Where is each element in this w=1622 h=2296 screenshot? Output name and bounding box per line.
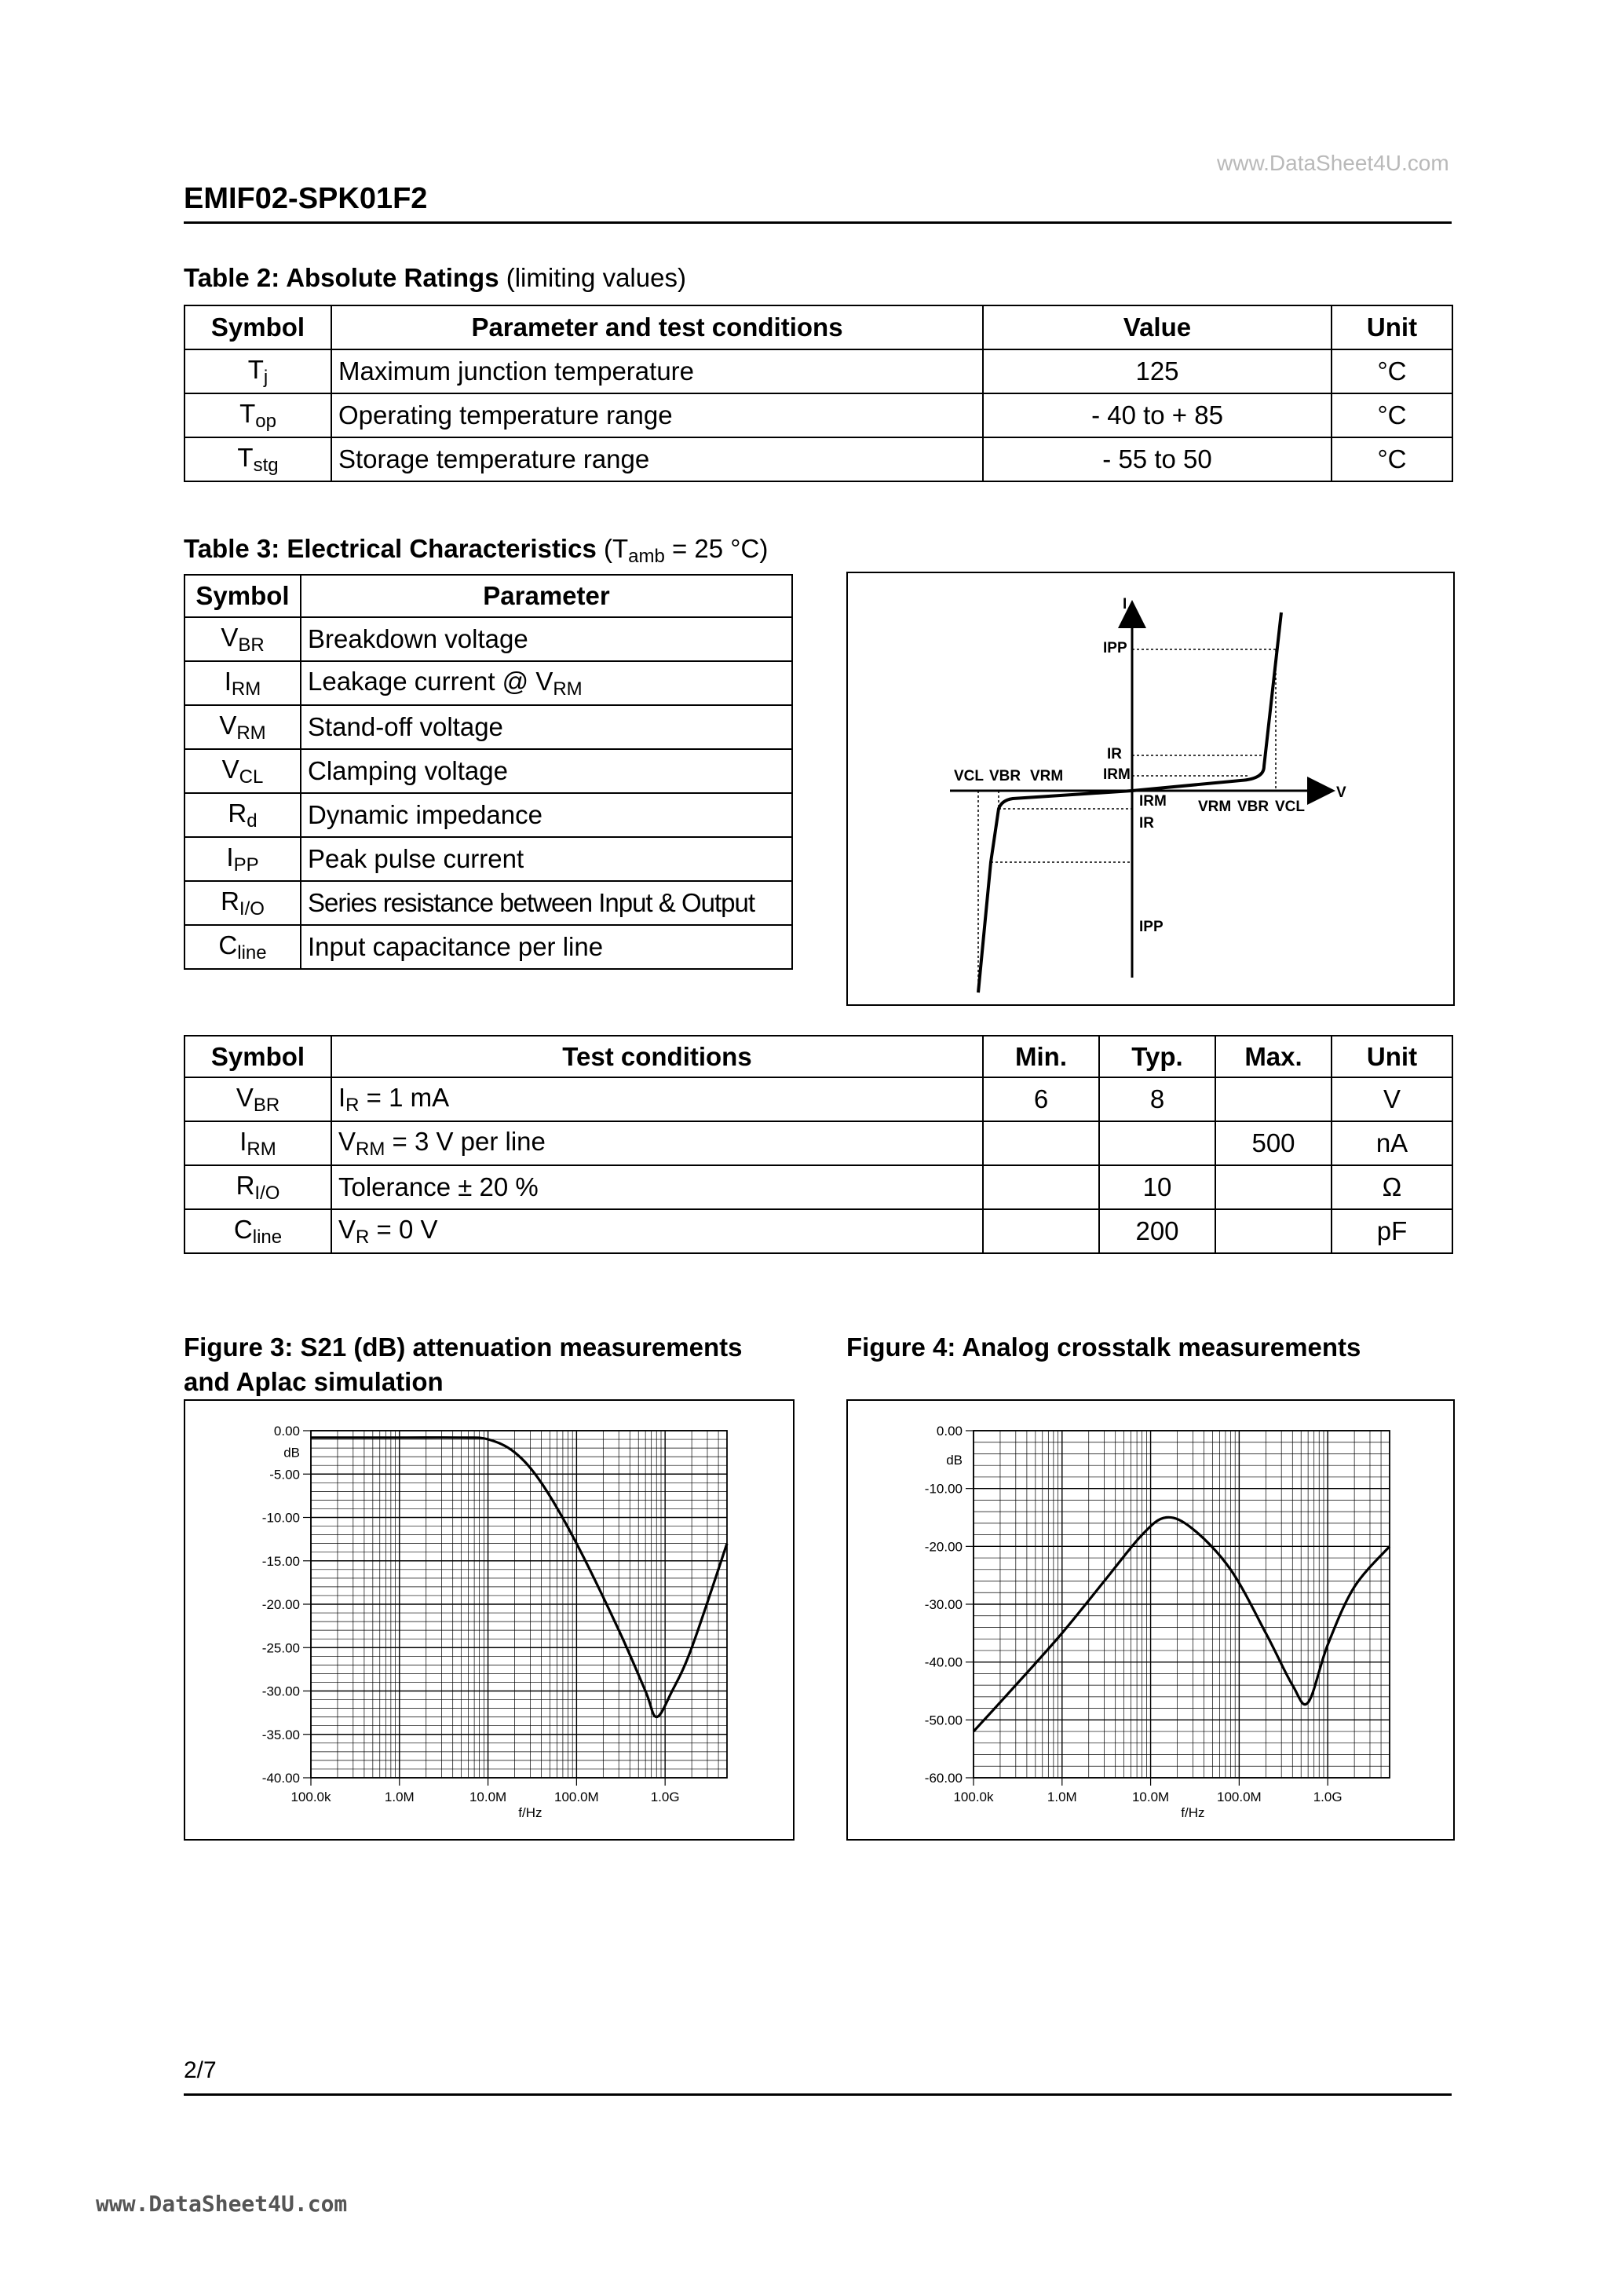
symbol-cell: $R_d$ (184, 793, 301, 837)
y-tick-label: -60.00 (924, 1771, 963, 1786)
parameter-cell: Peak pulse current (301, 837, 792, 881)
crosstalk-chart (848, 1401, 1453, 1839)
table-row (184, 617, 792, 661)
symbol-cell: $R_{I/O}$ (184, 881, 301, 925)
unit-cell: °C (1332, 349, 1452, 393)
figure3-caption (184, 1330, 796, 1399)
header-min: Min. (983, 1036, 1099, 1077)
min-cell (983, 1209, 1099, 1253)
value-cell: 125 (983, 349, 1332, 393)
condition-cell: $V_R = 0$ V (331, 1209, 983, 1253)
max-cell (1215, 1165, 1332, 1209)
table-row (184, 1077, 1452, 1121)
header-value: Value (983, 305, 1332, 349)
x-tick-label: 1.0M (1047, 1790, 1077, 1804)
table-row (184, 393, 1452, 437)
footer-rule (184, 2093, 1452, 2096)
header-symbol: Symbol (184, 575, 301, 617)
symbol-cell: $R_{I/O}$ (184, 1165, 331, 1209)
iv-diagram-svg (848, 573, 1453, 1004)
x-tick-label: 1.0M (384, 1790, 415, 1804)
symbol-cell: $T_{stg}$ (184, 437, 331, 481)
x-tick-label: 10.0M (1131, 1790, 1170, 1804)
unit-cell: Ω (1332, 1165, 1452, 1209)
vcl-right-label: VCL (1275, 799, 1305, 815)
ir-bottom-label: IR (1139, 815, 1154, 832)
symbol-cell: $V_{BR}$ (184, 1077, 331, 1121)
electrical-characteristics-table (184, 574, 793, 970)
ipp-bottom-label: IPP (1139, 919, 1164, 935)
max-cell (1215, 1209, 1332, 1253)
parameter-cell: Maximum junction temperature (331, 349, 983, 393)
vbr-right-label: VBR (1237, 799, 1269, 815)
y-tick-label: -50.00 (924, 1713, 963, 1728)
y-tick-label: 0.00 (936, 1424, 963, 1439)
table-header-row (184, 1036, 1452, 1077)
symbol-cell: $C_{line}$ (184, 1209, 331, 1253)
i-axis-label: I (1123, 596, 1127, 612)
table-row (184, 705, 792, 749)
y-tick-label: -5.00 (269, 1467, 300, 1483)
min-cell (983, 1165, 1099, 1209)
vrm-right-label: VRM (1198, 799, 1232, 815)
y-tick-label: 0.00 (273, 1424, 300, 1439)
x-tick-label: 100.0M (1217, 1790, 1262, 1804)
s21-attenuation-chart (185, 1401, 793, 1839)
y-tick-label: -25.00 (261, 1640, 300, 1656)
parameter-cell: Leakage current @ $V_{RM}$ (301, 661, 792, 705)
parameter-cell: Stand-off voltage (301, 705, 792, 749)
table-row (184, 1209, 1452, 1253)
page-number: 2/7 (184, 2057, 217, 2083)
header-test-conditions: Test conditions (331, 1036, 983, 1077)
table-row (184, 437, 1452, 481)
symbol-cell: $C_{line}$ (184, 925, 301, 969)
y-tick-label: -15.00 (261, 1553, 300, 1569)
header-unit: Unit (1332, 1036, 1452, 1077)
parameter-cell: Breakdown voltage (301, 617, 792, 661)
x-axis-label: f/Hz (1181, 1805, 1205, 1820)
table3-caption: Table 3: Electrical Characteristics ($T_{amb} = 25$ °C) (184, 534, 769, 567)
parameter-cell: Clamping voltage (301, 749, 792, 793)
y-tick-label: -30.00 (924, 1597, 963, 1612)
symbol-cell: $T_{op}$ (184, 393, 331, 437)
parameter-cell: Operating temperature range (331, 393, 983, 437)
typ-cell: 200 (1099, 1209, 1215, 1253)
x-tick-label: 100.0M (554, 1790, 599, 1804)
table2-caption: Table 2: Absolute Ratings (limiting values) (184, 263, 686, 292)
v-axis-label: V (1336, 784, 1346, 801)
symbol-cell: $T_j$ (184, 349, 331, 393)
symbol-cell: $V_{BR}$ (184, 617, 301, 661)
header-rule (184, 221, 1452, 224)
y-tick-label: -40.00 (261, 1771, 300, 1786)
condition-cell: $V_{RM} = 3$ V per line (331, 1121, 983, 1165)
y-tick-label: -20.00 (924, 1539, 963, 1555)
parameter-cell: Storage temperature range (331, 437, 983, 481)
table-row (184, 1165, 1452, 1209)
watermark-bottom: www.DataSheet4U.com (96, 2191, 348, 2217)
value-cell: - 55 to 50 (983, 437, 1332, 481)
table-header-row (184, 575, 792, 617)
parameter-cell: Dynamic impedance (301, 793, 792, 837)
unit-cell: °C (1332, 393, 1452, 437)
y-tick-label: -20.00 (261, 1597, 300, 1612)
header-unit: Unit (1332, 305, 1452, 349)
table-header-row (184, 305, 1452, 349)
condition-cell: Tolerance ± 20 % (331, 1165, 983, 1209)
typ-cell: 8 (1099, 1077, 1215, 1121)
table-row (184, 793, 792, 837)
table-row (184, 349, 1452, 393)
ipp-top-label: IPP (1103, 640, 1127, 656)
y-tick-label: -35.00 (261, 1727, 300, 1742)
test-conditions-table (184, 1035, 1453, 1254)
y-axis-label: dB (283, 1445, 300, 1461)
symbol-cell: $V_{CL}$ (184, 749, 301, 793)
header-max: Max. (1215, 1036, 1332, 1077)
figure4-caption: Figure 4: Analog crosstalk measurements (846, 1333, 1361, 1362)
figure3-caption-line2: and Aplac simulation (184, 1367, 444, 1396)
ir-top-label: IR (1107, 746, 1122, 762)
condition-cell: $I_R = 1$ mA (331, 1077, 983, 1121)
y-tick-label: -10.00 (924, 1481, 963, 1497)
parameter-cell: Series resistance between Input & Output (301, 881, 792, 925)
table-row (184, 837, 792, 881)
header-parameter: Parameter and test conditions (331, 305, 983, 349)
header-parameter: Parameter (301, 575, 792, 617)
symbol-cell: $I_{RM}$ (184, 661, 301, 705)
x-tick-label: 100.0k (953, 1790, 994, 1804)
y-tick-label: -40.00 (924, 1654, 963, 1670)
header-symbol: Symbol (184, 1036, 331, 1077)
table-row (184, 881, 792, 925)
irm-top-label: IRM (1103, 766, 1131, 783)
vcl-left-label: VCL (954, 768, 984, 784)
unit-cell: nA (1332, 1121, 1452, 1165)
x-tick-label: 10.0M (469, 1790, 507, 1804)
figure4-chart-frame (846, 1399, 1455, 1841)
y-tick-label: -10.00 (261, 1510, 300, 1526)
document-title: EMIF02-SPK01F2 (184, 182, 428, 215)
table-row (184, 749, 792, 793)
symbol-cell: $I_{RM}$ (184, 1121, 331, 1165)
table-row (184, 1121, 1452, 1165)
typ-cell (1099, 1121, 1215, 1165)
symbol-cell: $I_{PP}$ (184, 837, 301, 881)
min-cell: 6 (983, 1077, 1099, 1121)
figure3-caption-line1: Figure 3: S21 (dB) attenuation measurements (184, 1333, 743, 1362)
unit-cell: V (1332, 1077, 1452, 1121)
typ-cell: 10 (1099, 1165, 1215, 1209)
x-tick-label: 1.0G (650, 1790, 680, 1804)
max-cell (1215, 1077, 1332, 1121)
watermark-top: www.DataSheet4U.com (1217, 151, 1449, 175)
header-typ: Typ. (1099, 1036, 1215, 1077)
min-cell (983, 1121, 1099, 1165)
x-tick-label: 1.0G (1313, 1790, 1343, 1804)
absolute-ratings-table (184, 305, 1453, 482)
y-axis-label: dB (946, 1452, 963, 1468)
parameter-cell: Input capacitance per line (301, 925, 792, 969)
unit-cell: pF (1332, 1209, 1452, 1253)
table-row (184, 661, 792, 705)
iv-characteristic-diagram (846, 572, 1455, 1006)
table-row (184, 925, 792, 969)
header-symbol: Symbol (184, 305, 331, 349)
max-cell: 500 (1215, 1121, 1332, 1165)
x-tick-label: 100.0k (290, 1790, 331, 1804)
x-axis-label: f/Hz (518, 1805, 542, 1820)
vbr-left-label: VBR (989, 768, 1021, 784)
unit-cell: °C (1332, 437, 1452, 481)
value-cell: - 40 to + 85 (983, 393, 1332, 437)
figure3-chart-frame (184, 1399, 795, 1841)
symbol-cell: $V_{RM}$ (184, 705, 301, 749)
y-tick-label: -30.00 (261, 1684, 300, 1699)
iv-curve (978, 612, 1281, 993)
irm-bottom-label: IRM (1139, 793, 1167, 810)
vrm-left-label: VRM (1030, 768, 1064, 784)
